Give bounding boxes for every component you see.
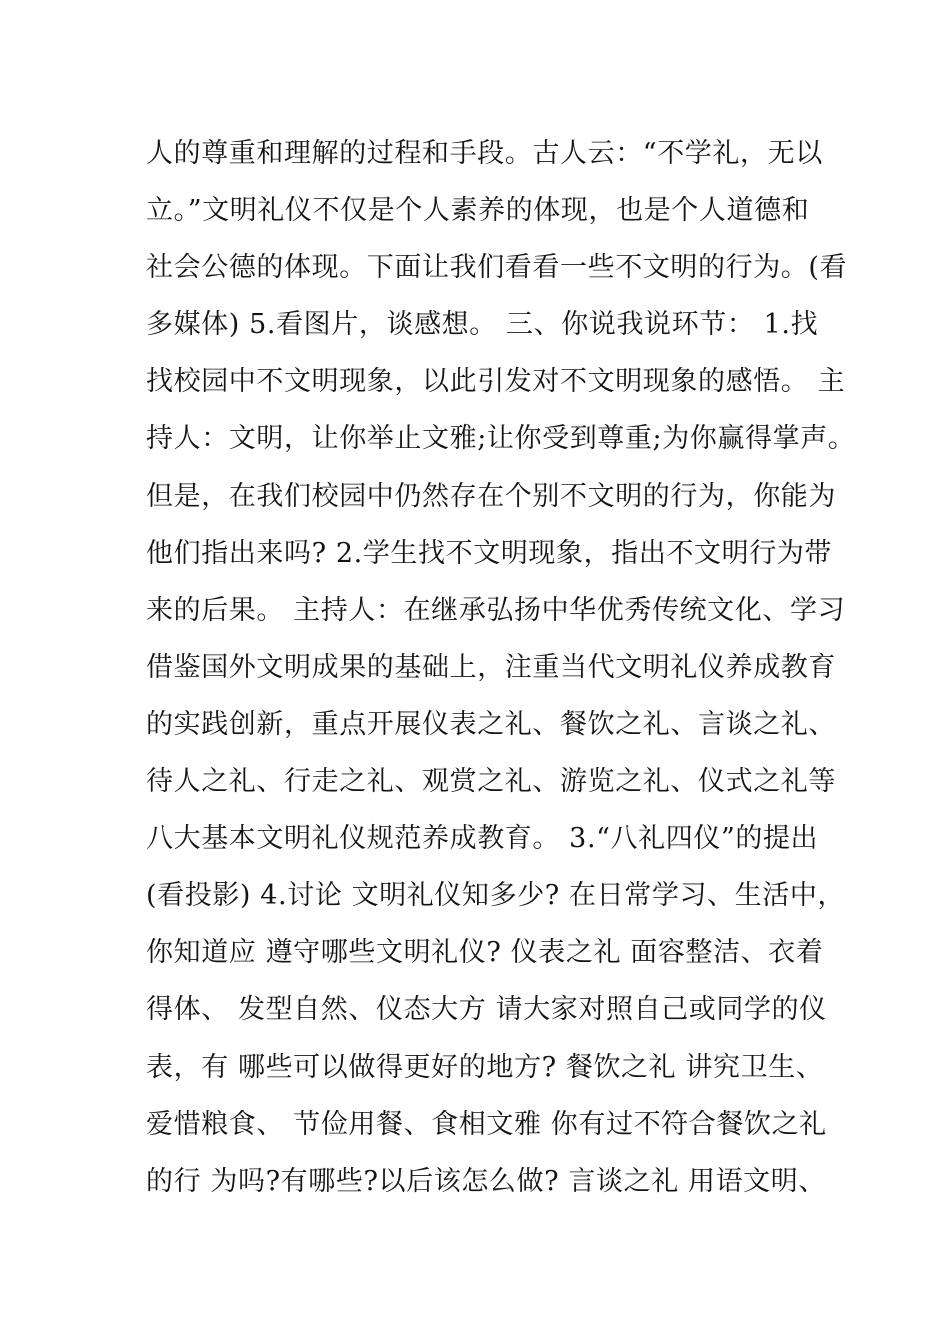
text-line-17: 表，有 哪些可以做得更好的地方? 餐饮之礼 讲究卫生、 [146,1051,824,1083]
text-line-4: 多媒体) 5.看图片，谈感想。 三、你说我说环节： 1.找 [146,309,819,341]
text-line-8: 他们指出来吗? 2.学生找不文明现象，指出不文明行为带 [146,537,833,569]
text-line-13: 八大基本文明礼仪规范养成教育。 3.“八礼四仪”的提出 [146,823,819,855]
text-line-12: 待人之礼、行走之礼、观赏之礼、游览之礼、仪式之礼等 [146,766,836,798]
text-line-6: 持人：文明，让你举止文雅;让你受到尊重;为你赢得掌声。 [146,423,856,455]
body-text [146,132,856,1217]
text-line-15: 你知道应 遵守哪些文明礼仪? 仪表之礼 面容整洁、衣着 [146,937,824,969]
text-line-10: 借鉴国外文明成果的基础上，注重当代文明礼仪养成教育 [146,651,836,683]
text-line-5: 找校园中不文明现象，以此引发对不文明现象的感悟。 主 [146,366,846,398]
text-line-19: 的行 为吗?有哪些?以后该怎么做? 言谈之礼 用语文明、 [146,1165,826,1197]
text-line-16: 得体、 发型自然、仪态大方 请大家对照自己或同学的仪 [146,994,827,1026]
text-line-3: 社会公德的体现。下面让我们看看一些不文明的行为。(看 [146,252,848,284]
text-line-9: 来的后果。 主持人：在继承弘扬中华优秀传统文化、学习 [146,594,846,626]
text-line-11: 的实践创新，重点开展仪表之礼、餐饮之礼、言谈之礼、 [146,708,836,740]
text-line-1: 人的尊重和理解的过程和手段。古人云：“不学礼，无以 [146,138,823,169]
text-line-18: 爱惜粮食、 节俭用餐、食相文雅 你有过不符合餐饮之礼 [146,1108,827,1140]
text-line-14: (看投影) 4.讨论 文明礼仪知多少? 在日常学习、生活中， [146,880,846,912]
text-line-2: 立。”文明礼仪不仅是个人素养的体现，也是个人道德和 [146,195,810,227]
text-line-7: 但是，在我们校园中仍然存在个别不文明的行为，你能为 [146,480,836,512]
